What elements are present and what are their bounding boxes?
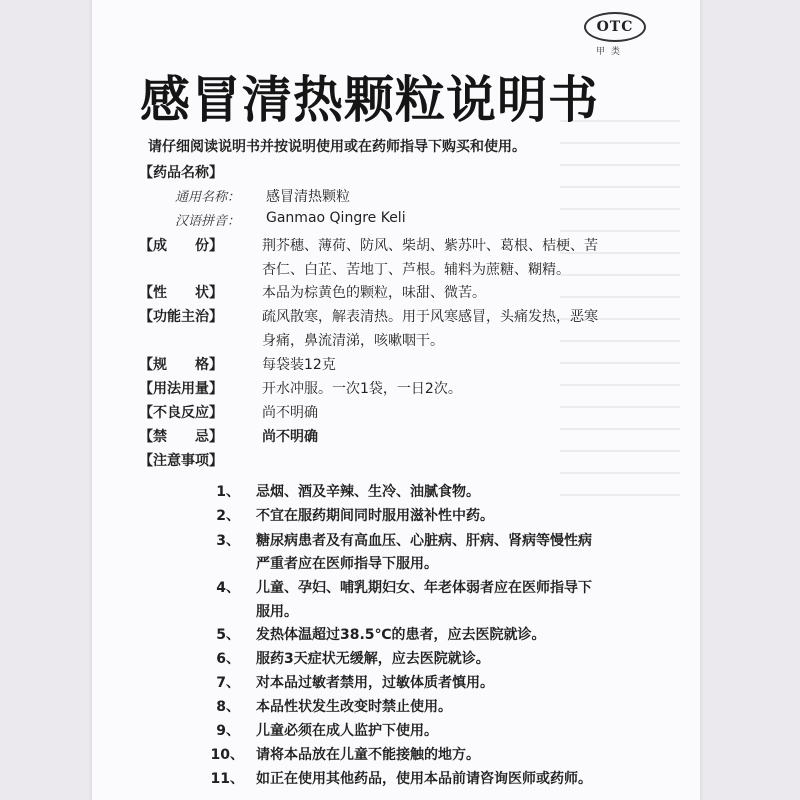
section-label-drug-name: 【药品名称】 xyxy=(139,165,223,181)
character-value: 本品为棕黄色的颗粒，味甜、微苦。 xyxy=(262,285,486,301)
reading-notice: 请仔细阅读说明书并按说明使用或在药师指导下购买和使用。 xyxy=(148,139,526,155)
precaution-number: 5、 xyxy=(216,627,240,643)
precaution-number: 10、 xyxy=(210,747,244,763)
precaution-number: 4、 xyxy=(216,580,240,596)
usage-value: 开水冲服。一次1袋，一日2次。 xyxy=(262,381,462,397)
precaution-number: 7、 xyxy=(216,675,240,691)
pinyin-value: Ganmao Qingre Keli xyxy=(266,210,406,226)
precaution-text: 对本品过敏者禁用，过敏体质者慎用。 xyxy=(256,675,494,691)
generic-name-label: 通用名称： xyxy=(175,190,241,205)
indications-line-2: 身痛，鼻流清涕，咳嗽咽干。 xyxy=(262,333,444,349)
document-title: 感冒清热颗粒说明书 xyxy=(140,71,599,129)
precaution-number: 11、 xyxy=(210,771,244,787)
section-label-usage: 【用法用量】 xyxy=(139,381,223,397)
otc-class-label: 甲类 xyxy=(596,47,627,57)
pinyin-label: 汉语拼音： xyxy=(175,214,241,229)
ingredients-line-1: 荆芥穗、薄荷、防风、柴胡、紫苏叶、葛根、桔梗、苦 xyxy=(262,238,598,254)
precaution-number: 3、 xyxy=(216,533,240,549)
precaution-number: 2、 xyxy=(216,508,240,524)
spec-value: 每袋装12克 xyxy=(262,357,336,373)
section-label-spec: 【规 格】 xyxy=(139,357,223,373)
section-label-character: 【性 状】 xyxy=(139,285,223,301)
precaution-text-continued: 服用。 xyxy=(256,604,298,620)
precaution-number: 8、 xyxy=(216,699,240,715)
generic-name-value: 感冒清热颗粒 xyxy=(266,189,350,205)
precaution-text-continued: 严重者应在医师指导下服用。 xyxy=(256,556,438,572)
precaution-text: 请将本品放在儿童不能接触的地方。 xyxy=(256,747,480,763)
ingredients-line-2: 杏仁、白芷、苦地丁、芦根。辅料为蔗糖、糊精。 xyxy=(262,262,570,278)
contraindications-value: 尚不明确 xyxy=(262,429,318,445)
section-label-adverse: 【不良反应】 xyxy=(139,405,223,421)
adverse-value: 尚不明确 xyxy=(262,405,318,421)
precaution-text: 不宜在服药期间同时服用滋补性中药。 xyxy=(256,508,494,524)
precaution-text: 服药3天症状无缓解，应去医院就诊。 xyxy=(256,651,490,667)
precaution-text: 糖尿病患者及有高血压、心脏病、肝病、肾病等慢性病 xyxy=(256,533,592,549)
otc-badge: OTC xyxy=(584,12,646,42)
precaution-text: 发热体温超过38.5℃的患者，应去医院就诊。 xyxy=(256,627,546,643)
precaution-number: 9、 xyxy=(216,723,240,739)
precaution-text: 儿童必须在成人监护下使用。 xyxy=(256,723,438,739)
section-label-indications: 【功能主治】 xyxy=(139,309,223,325)
indications-line-1: 疏风散寒，解表清热。用于风寒感冒，头痛发热，恶寒 xyxy=(262,309,598,325)
precaution-text: 忌烟、酒及辛辣、生冷、油腻食物。 xyxy=(256,484,480,500)
precaution-text: 如正在使用其他药品，使用本品前请咨询医师或药师。 xyxy=(256,771,592,787)
precaution-text: 儿童、孕妇、哺乳期妇女、年老体弱者应在医师指导下 xyxy=(256,580,592,596)
precaution-number: 6、 xyxy=(216,651,240,667)
section-label-ingredients: 【成 份】 xyxy=(139,238,223,254)
precaution-text: 本品性状发生改变时禁止使用。 xyxy=(256,699,452,715)
section-label-precautions: 【注意事项】 xyxy=(139,453,223,469)
precaution-number: 1、 xyxy=(216,484,240,500)
section-label-contraindications: 【禁 忌】 xyxy=(139,429,223,445)
